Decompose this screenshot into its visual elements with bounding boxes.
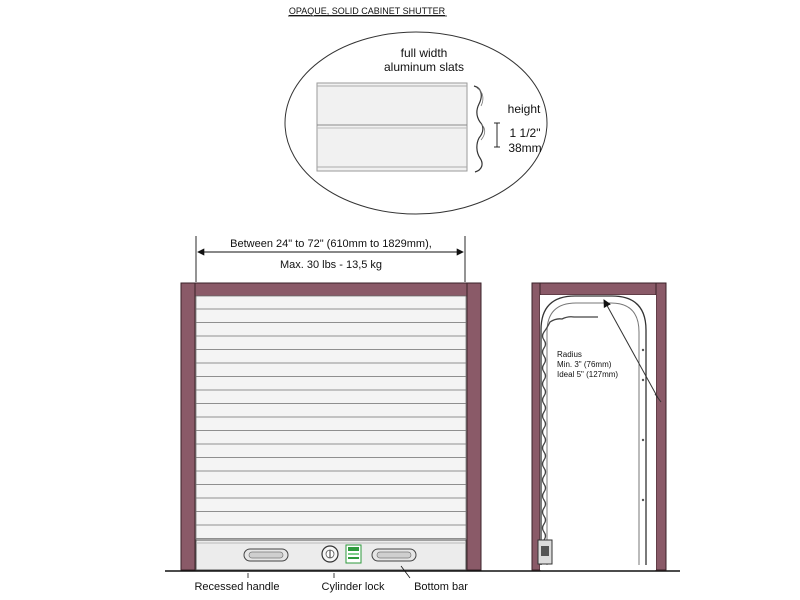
radius-ideal: Ideal 5" (127mm): [557, 370, 619, 379]
height-label: height: [507, 102, 541, 116]
recessed-handle-right: [372, 549, 416, 561]
shutter-slats: [196, 296, 466, 540]
side-lock-block: [541, 546, 549, 556]
slat-label-line1: full width: [400, 46, 448, 60]
callout-cylinder-lock: Cylinder lock: [321, 581, 385, 593]
lock-label-sticker: [346, 545, 361, 563]
width-spec-line2: Max. 30 lbs - 13,5 kg: [279, 259, 383, 271]
detail-slat-panel: [317, 83, 467, 171]
cabinet-top-panel: [181, 283, 481, 296]
width-spec-line1: Between 24" to 72" (610mm to 1829mm),: [230, 238, 432, 250]
side-back-post: [656, 283, 666, 570]
diagram-title: OPAQUE, SOLID CABINET SHUTTER: [288, 6, 446, 16]
height-imperial: 1 1/2": [509, 126, 541, 140]
side-top-panel: [532, 283, 666, 295]
cabinet-left-side: [181, 283, 195, 570]
side-view: [532, 283, 666, 570]
cylinder-lock: [322, 546, 338, 562]
callout-recessed-handle: Recessed handle: [194, 581, 280, 593]
slat-detail: [285, 32, 547, 214]
radius-title: Radius: [557, 350, 582, 359]
callout-bottom-bar: Bottom bar: [414, 581, 468, 593]
cabinet-right-side: [467, 283, 481, 570]
recessed-handle-left: [244, 549, 288, 561]
side-front-post: [532, 283, 540, 570]
height-metric: 38mm: [508, 141, 542, 155]
slat-label-line2: aluminum slats: [383, 60, 465, 74]
radius-min: Min. 3" (76mm): [557, 360, 612, 369]
